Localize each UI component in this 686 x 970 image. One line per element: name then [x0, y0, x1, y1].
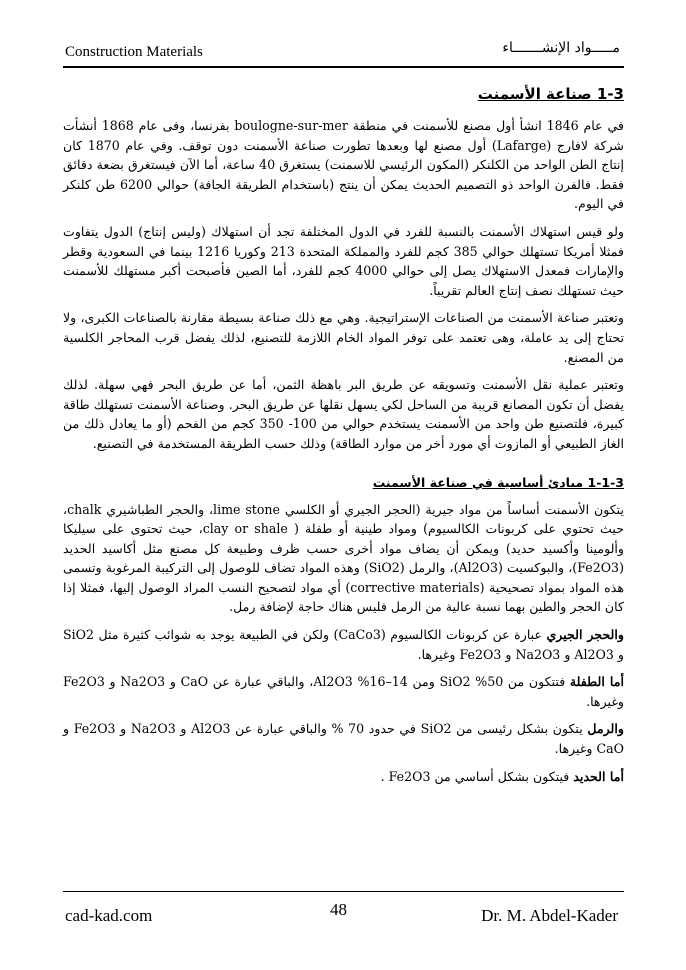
material-shale: [63, 672, 624, 711]
material-lead: أما الطفلة: [569, 674, 624, 690]
header-arabic-title: مـــــواد الإنشـــــــاء: [502, 40, 620, 56]
section-paragraph-1: في عام 1846 انشأ أول مصنع للأسمنت في منطقة boulogne-sur-mer بفرنسا، وفى عام 1868 أنشأت شركة لافارج (Lafarge) أول مصنع لها وبعدها تطورت صناعة الأسمنت دون توقف. وفي عام 1870 كان إنتاج الطن الواحد من الكلنكر (المكون الرئيسي للاسمنت) يستغرق 40 ساعة، أما الآن فيستغرق بضعة دقائق فقط. فالفرن الواحد ذو التصميم الحديث يمكن أن ينتج (باستخدام الطريقة الجافة) حوالي 6200 طن كلنكر في اليوم.: [63, 118, 624, 212]
section-heading: 1-3 صناعة الأسمنت: [477, 85, 624, 103]
material-lead: والحجر الجيري: [546, 627, 624, 643]
subsection-heading: 1-1-3 مبادئ أساسية في صناعة الأسمنت: [372, 474, 624, 490]
section-paragraph-3: وتعتبر صناعة الأسمنت من الصناعات الإستراتيجية. وهي مع ذلك صناعة بسيطة مقارنة بالصناعات الكبرى، ولا تحتاج إلى يد عاملة، وهى تعتمد على توفر المواد الخام اللازمة للتصنيع، لذلك يفضل قرب المحاجر الكلسية من المصنع.: [63, 310, 624, 365]
material-limestone: [63, 625, 624, 664]
footer-website: cad-kad.com: [65, 906, 153, 925]
material-text: فتتكون من 50% SiO2 ومن 14–16% Al2O3، والباقي عبارة عن CaO و Na2O3 و Fe2O3 وغيرها.: [63, 674, 624, 709]
material-text: عبارة عن كربونات الكالسيوم (CaCo3) ولكن في الطبيعة يوجد به شوائب كثيرة مثل SiO2 و Al2O3 و Na2O3 و Fe2O3 وغيرها.: [63, 627, 624, 662]
footer-rule: [63, 891, 624, 892]
material-sand: [63, 719, 624, 758]
material-text: فيتكون بشكل أساسي من Fe2O3 .: [380, 768, 574, 784]
material-iron: [63, 767, 624, 787]
material-lead: والرمل: [587, 721, 624, 737]
section-paragraph-4: وتعتبر عملية نقل الأسمنت وتسويقه عن طريق البر باهظة الثمن، أما عن طريق البحر فهي سهلة. لذلك يفضل أن تكون المصانع قريبة من الساحل لكي يسهل نقلها عن طريق البحر. وصناعة الأسمنت تستهلك طاقة كبيرة، فلتصنيع طن واحد من الأسمنت يستخدم حوالي من 100- 350 كجم من الفحم (أو ما يعادل ذلك من الغاز الطبيعي أو المازوت أي مورد أخر من موارد الطاقة) وذلك حسب الطريقة المستخدمة في التصنيع.: [63, 377, 624, 451]
subsection-intro: يتكون الأسمنت أساساً من مواد جيرية (الحجر الجيري أو الكلسي lime stone، والحجر الطباشيري chalk، حيث تحتوي على كربونات الكالسيوم) ومواد طينية أو طفلة ( clay or shale، حيث تحتوى على سيليكا وألومينا وأكسيد حديد) ويمكن أن يضاف مواد أخرى حسب ظرف وطبيعة كل مصنع مثل أكاسيد الحديد (Fe2O3)، والبوكسيت (Al2O3)، والرمل (SiO2) وهذه المواد تضاف للوصول إلى التركيبة المرغوبة وتسمى هذه المواد بمواد تصحيحية (corrective materials) أي مواد لتصحيح النسب المراد الوصول إليها، فمثلا إذا كان الحجر والطين بهما نسبة عالية من الرمل فليس هناك حاجة لإضافة رمل.: [63, 501, 624, 615]
material-text: يتكون بشكل رئيسى من SiO2 في حدود 70 % والباقي عبارة عن Al2O3 و Na2O3 و Fe2O3 و CaO وغيرها.: [63, 721, 624, 757]
page-number: 48: [330, 900, 347, 919]
footer-author: Dr. M. Abdel-Kader: [481, 906, 618, 925]
header-book-title: Construction Materials: [65, 44, 203, 60]
header-rule: [63, 66, 624, 68]
material-lead: أما الحديد: [573, 768, 624, 784]
section-paragraph-2: ولو قيس استهلاك الأسمنت بالنسبة للفرد في الدول المختلفة تجد أن استهلاك (وليس إنتاج) الدول يتفاوت فمثلا أمريكا تستهلك حوالي 385 كجم للفرد والمملكة المتحدة 213 وكوريا 1216 بينما في السعودية وقطر والإمارات فمعدل الاستهلاك يصل إلى حوالي 4000 كجم للفرد، أما الصين فأصبحت أكبر مستهلك للأسمنت حيث تستهلك نصف إنتاج العالم تقريباً.: [63, 223, 625, 298]
page-body: [63, 82, 624, 794]
